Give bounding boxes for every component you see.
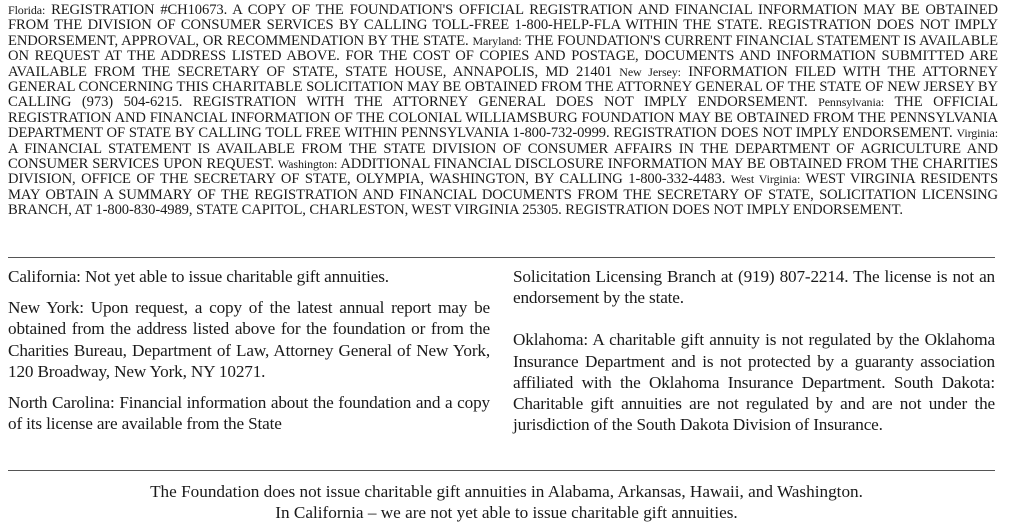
footer-annuity-states: The Foundation does not issue charitable gift annuities in Alabama, Arkansas, Hawaii, and Washington. (150, 482, 863, 501)
divider-bottom (8, 470, 995, 471)
state-disclosures (8, 3, 998, 219)
state-label-maryland: Maryland: (472, 33, 522, 48)
disclosure-text-virginia: A FINANCIAL STATEMENT IS AVAILABLE FROM THE STATE DIVISION OF CONSUMER AFFAIRS IN THE DEPARTMENT OF AGRICULTURE AND CONSUMER SERVICES UPON REQUEST. (8, 140, 998, 173)
disclosure-text-new-jersey: INFORMATION FILED WITH THE ATTORNEY GENERAL CONCERNING THIS CHARITABLE SOLICITATION MAY BE OBTAINED FROM THE ATTORNEY GENERAL OF THE STATE OF NEW JERSEY BY CALLING (973) 504-6215. REGISTRATION WITH THE ATTORNEY GENERAL DOES NOT IMPLY ENDORSEMENT. (8, 63, 998, 111)
disclosure-text-pennsylvania: THE OFFICIAL REGISTRATION AND FINANCIAL INFORMATION OF THE COLONIAL WILLIAMSBURG FOUNDATION MAY BE OBTAINED FROM THE PENNSYLVANIA DEPARTMENT OF STATE BY CALLING TOLL FREE WITHIN PENNSYLVANIA 1-800-732-0999. REGISTRATION DOES NOT IMPLY ENDORSEMENT. (8, 94, 998, 142)
state-label-west-virginia: West Virginia: (730, 172, 801, 187)
disclosure-text-washington: ADDITIONAL FINANCIAL DISCLOSURE INFORMATION MAY BE OBTAINED FROM THE CHARITIES DIVISION, OFFICE OF THE SECRETARY OF STATE, OLYMPIA, WASHINGTON, BY CALLING 1-800-332-4483. (8, 156, 998, 188)
footer-california-note: In California – we are not yet able to issue charitable gift annuities. (275, 503, 738, 522)
state-label-florida: Florida: (8, 3, 46, 17)
divider-top (8, 257, 995, 258)
state-label-washington: Washington: (277, 157, 338, 172)
state-label-virginia: Virginia: (956, 126, 998, 141)
note-california: California: Not yet able to issue charitable gift annuities. (8, 267, 389, 286)
annuity-notes-left-column (8, 266, 490, 434)
note-north-carolina-start: North Carolina: Financial information about the foundation and a copy of its license are available from the State (8, 393, 490, 434)
state-label-pennsylvania: Pennsylvania: (818, 95, 885, 110)
disclosure-text-west-virginia: WEST VIRGINIA RESIDENTS MAY OBTAIN A SUMMARY OF THE REGISTRATION AND FINANCIAL DOCUMENTS FROM THE SECRETARY OF STATE, SOLICITATION LICENSING BRANCH, AT 1-800-830-4989, STATE CAPITOL, CHARLESTON, WEST VIRGINIA 25305. REGISTRATION DOES NOT IMPLY ENDORSEMENT. (8, 171, 998, 219)
state-label-new-jersey: New Jersey: (619, 64, 681, 79)
disclosure-text-maryland: THE FOUNDATION'S CURRENT FINANCIAL STATEMENT IS AVAILABLE ON REQUEST AT THE ADDRESS LISTED ABOVE. FOR THE COST OF COPIES AND POSTAGE, DOCUMENTS AND INFORMATION SUBMITTED ARE AVAILABLE FROM THE SECRETARY OF STATE, STATE HOUSE, ANNAPOLIS, MD 21401 (8, 32, 998, 80)
note-north-carolina-end: Solicitation Licensing Branch at (919) 807-2214. The license is not an endorsement by the state. (513, 267, 995, 308)
annuity-notes-right-column (513, 266, 995, 435)
note-oklahoma-south-dakota: Oklahoma: A charitable gift annuity is not regulated by the Oklahoma Insurance Department and is not protected by a guaranty association affiliated with the Oklahoma Insurance Department. South Dakota: Charitable gift annuities are not regulated by and are not under the jurisdiction of the South Dakota Division of Insurance. (513, 330, 995, 435)
note-new-york: New York: Upon request, a copy of the latest annual report may be obtained from the address listed above for the foundation or from the Charities Bureau, Department of Law, Attorney General of New York, 120 Broadway, New York, NY 10271. (8, 298, 490, 381)
disclosure-text-florida: REGISTRATION #CH10673. A COPY OF THE FOUNDATION'S OFFICIAL REGISTRATION AND FINANCIAL INFORMATION MAY BE OBTAINED FROM THE DIVISION OF CONSUMER SERVICES BY CALLING TOLL-FREE 1-800-HELP-FLA WITHIN THE STATE. REGISTRATION DOES NOT IMPLY ENDORSEMENT, APPROVAL, OR RECOMMENDATION BY THE STATE. (8, 2, 998, 49)
